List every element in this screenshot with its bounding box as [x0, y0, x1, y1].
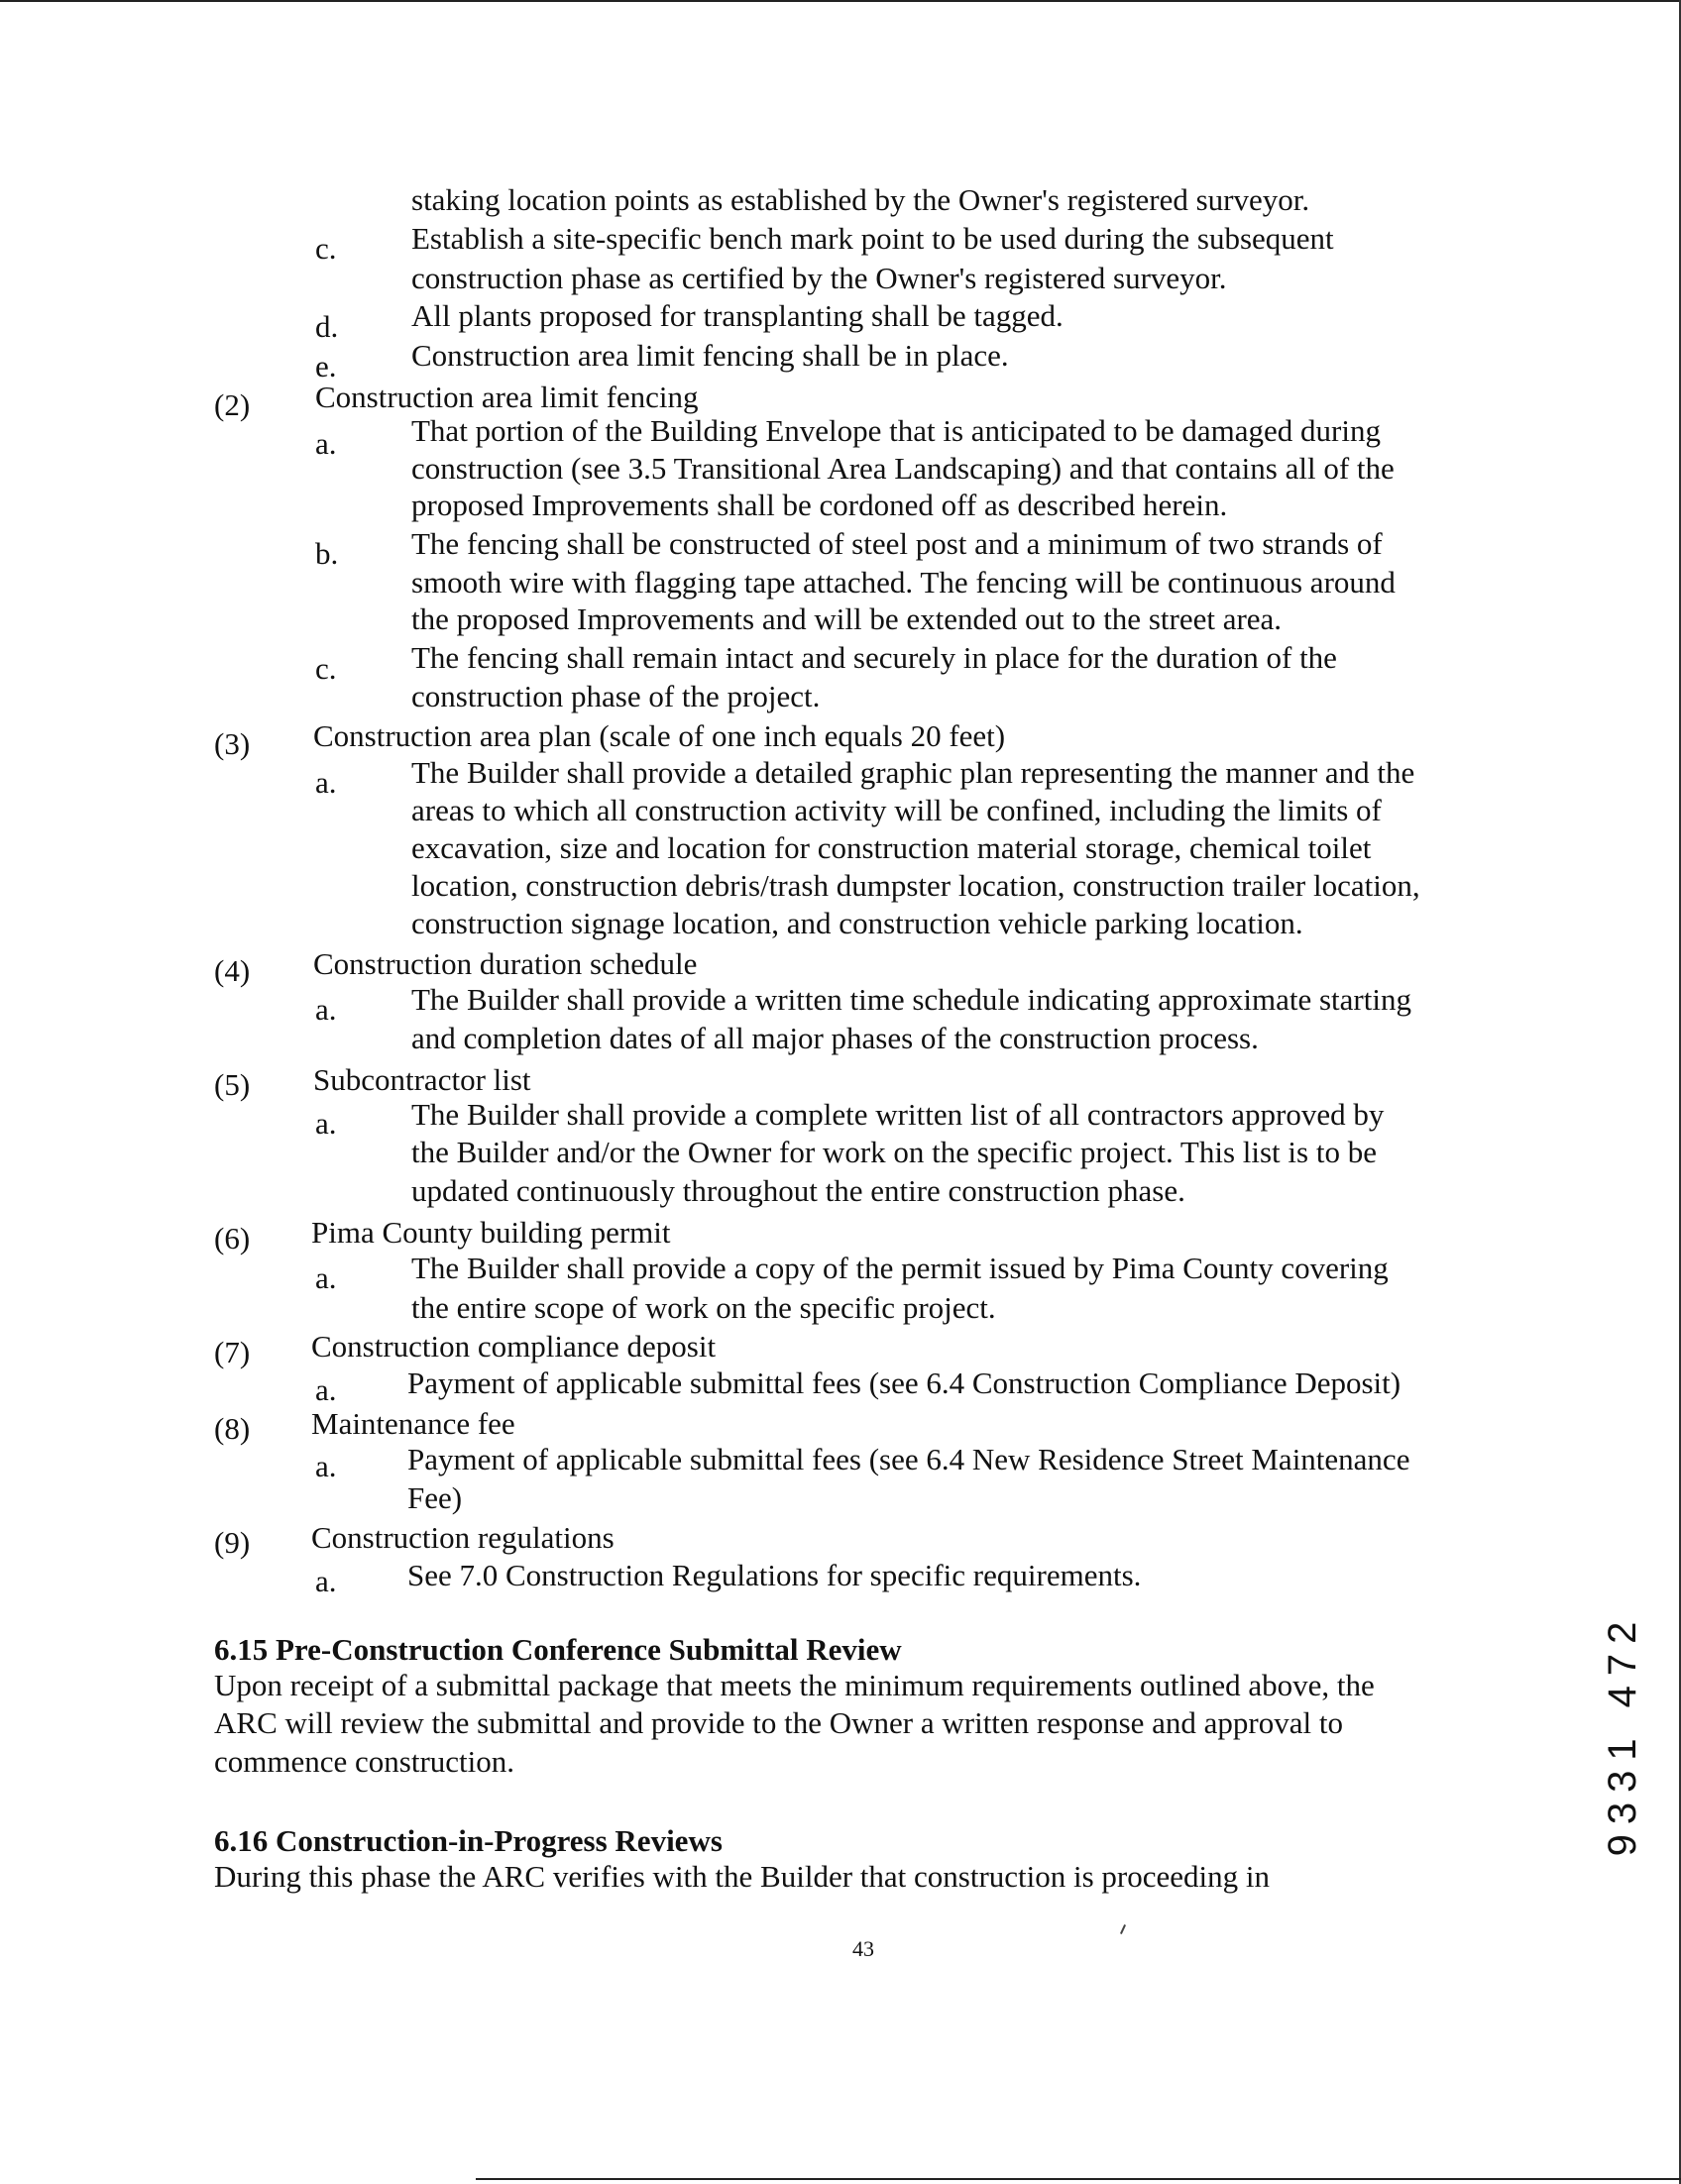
item-text-line: The Builder shall provide a copy of the permit issued by Pima County covering — [411, 1251, 1389, 1285]
page-border-top — [0, 0, 1681, 2]
item-text-line: The Builder shall provide a written time schedule indicating approximate starting — [411, 982, 1411, 1017]
item-text-line: and completion dates of all major phases of the construction process. — [411, 1021, 1259, 1055]
section-heading: 6.15 Pre-Construction Conference Submittal Review — [214, 1632, 902, 1667]
section-title: Pima County building permit — [311, 1215, 671, 1250]
item-text-line: the proposed Improvements and will be extended out to the street area. — [411, 601, 1283, 636]
item-letter: c. — [315, 651, 337, 686]
item-text-line: the Builder and/or the Owner for work on the specific project. This list is to be — [411, 1135, 1377, 1169]
stray-mark — [1120, 1924, 1126, 1934]
item-text-line: areas to which all construction activity will be confined, including the limits of — [411, 793, 1382, 827]
section-number: (3) — [214, 726, 251, 761]
item-letter: a. — [315, 992, 337, 1027]
section-number: (7) — [214, 1335, 251, 1369]
section-heading: 6.16 Construction-in-Progress Reviews — [214, 1823, 723, 1858]
item-letter: a. — [315, 1106, 337, 1141]
paragraph-line: ARC will review the submittal and provide to the Owner a written response and approval to — [214, 1705, 1343, 1740]
item-text-line: smooth wire with flagging tape attached. The fencing will be continuous around — [411, 565, 1396, 600]
item-text-line: construction (see 3.5 Transitional Area Landscaping) and that contains all of the — [411, 451, 1395, 486]
section-number: (2) — [214, 387, 251, 422]
recording-stamp-text: 9331 472 — [1601, 1611, 1644, 1857]
paragraph-line: commence construction. — [214, 1744, 515, 1779]
section-title: Construction area plan (scale of one inch equals 20 feet) — [313, 718, 1006, 753]
section-number: (6) — [214, 1221, 251, 1256]
item-text-line: The Builder shall provide a complete written list of all contractors approved by — [411, 1097, 1385, 1132]
item-text-line: The fencing shall be constructed of steel post and a minimum of two strands of — [411, 526, 1383, 561]
item-text-line: construction signage location, and construction vehicle parking location. — [411, 906, 1303, 940]
item-letter: a. — [315, 1372, 337, 1407]
page-number: 43 — [852, 1936, 874, 1961]
item-text-line: updated continuously throughout the entire construction phase. — [411, 1173, 1185, 1208]
section-title: Construction area limit fencing — [315, 380, 699, 414]
item-letter: d. — [315, 309, 339, 344]
item-text-line: That portion of the Building Envelope that is anticipated to be damaged during — [411, 413, 1381, 448]
item-letter: a. — [315, 1260, 337, 1295]
item-text-line: Payment of applicable submittal fees (see 6.4 New Residence Street Maintenance — [407, 1442, 1410, 1476]
paragraph-line: Upon receipt of a submittal package that meets the minimum requirements outlined above, the — [214, 1668, 1375, 1702]
item-letter: a. — [315, 426, 337, 461]
section-title: Maintenance fee — [311, 1406, 515, 1441]
item-text-line: Construction area limit fencing shall be in place. — [411, 338, 1009, 373]
item-text-line: The fencing shall remain intact and securely in place for the duration of the — [411, 640, 1337, 675]
item-letter: a. — [315, 1449, 337, 1483]
item-letter: a. — [315, 1564, 337, 1598]
recording-stamp — [1601, 1566, 1655, 1903]
item-letter: c. — [315, 231, 337, 266]
section-title: Construction regulations — [311, 1520, 615, 1555]
item-text-line: construction phase as certified by the Owner's registered surveyor. — [411, 261, 1227, 295]
item-text-line: Fee) — [407, 1480, 463, 1515]
section-number: (5) — [214, 1067, 251, 1102]
item-text-line: the entire scope of work on the specific project. — [411, 1290, 996, 1325]
page-border-bottom — [476, 2178, 1681, 2180]
item-text-line: location, construction debris/trash dumpster location, construction trailer location, — [411, 868, 1420, 903]
section-title: Construction compliance deposit — [311, 1329, 717, 1364]
item-text-line: All plants proposed for transplanting shall be tagged. — [411, 298, 1064, 333]
item-letter: b. — [315, 536, 339, 571]
section-number: (8) — [214, 1411, 251, 1446]
item-letter: e. — [315, 349, 337, 383]
section-title: Construction duration schedule — [313, 946, 698, 981]
continuation-line: staking location points as established by the Owner's registered surveyor. — [411, 182, 1310, 217]
item-letter: a. — [315, 765, 337, 800]
item-text-line: construction phase of the project. — [411, 679, 821, 713]
item-text-line: Payment of applicable submittal fees (see 6.4 Construction Compliance Deposit) — [407, 1365, 1401, 1400]
item-text-line: proposed Improvements shall be cordoned off as described herein. — [411, 488, 1228, 522]
item-text-line: Establish a site-specific bench mark point to be used during the subsequent — [411, 221, 1334, 256]
item-text-line: See 7.0 Construction Regulations for specific requirements. — [407, 1558, 1142, 1592]
item-text-line: The Builder shall provide a detailed graphic plan representing the manner and the — [411, 755, 1415, 790]
section-title: Subcontractor list — [313, 1062, 531, 1097]
section-number: (9) — [214, 1525, 251, 1560]
section-number: (4) — [214, 953, 251, 988]
item-text-line: excavation, size and location for construction material storage, chemical toilet — [411, 830, 1372, 865]
paragraph-line: During this phase the ARC verifies with the Builder that construction is proceeding in — [214, 1859, 1271, 1894]
